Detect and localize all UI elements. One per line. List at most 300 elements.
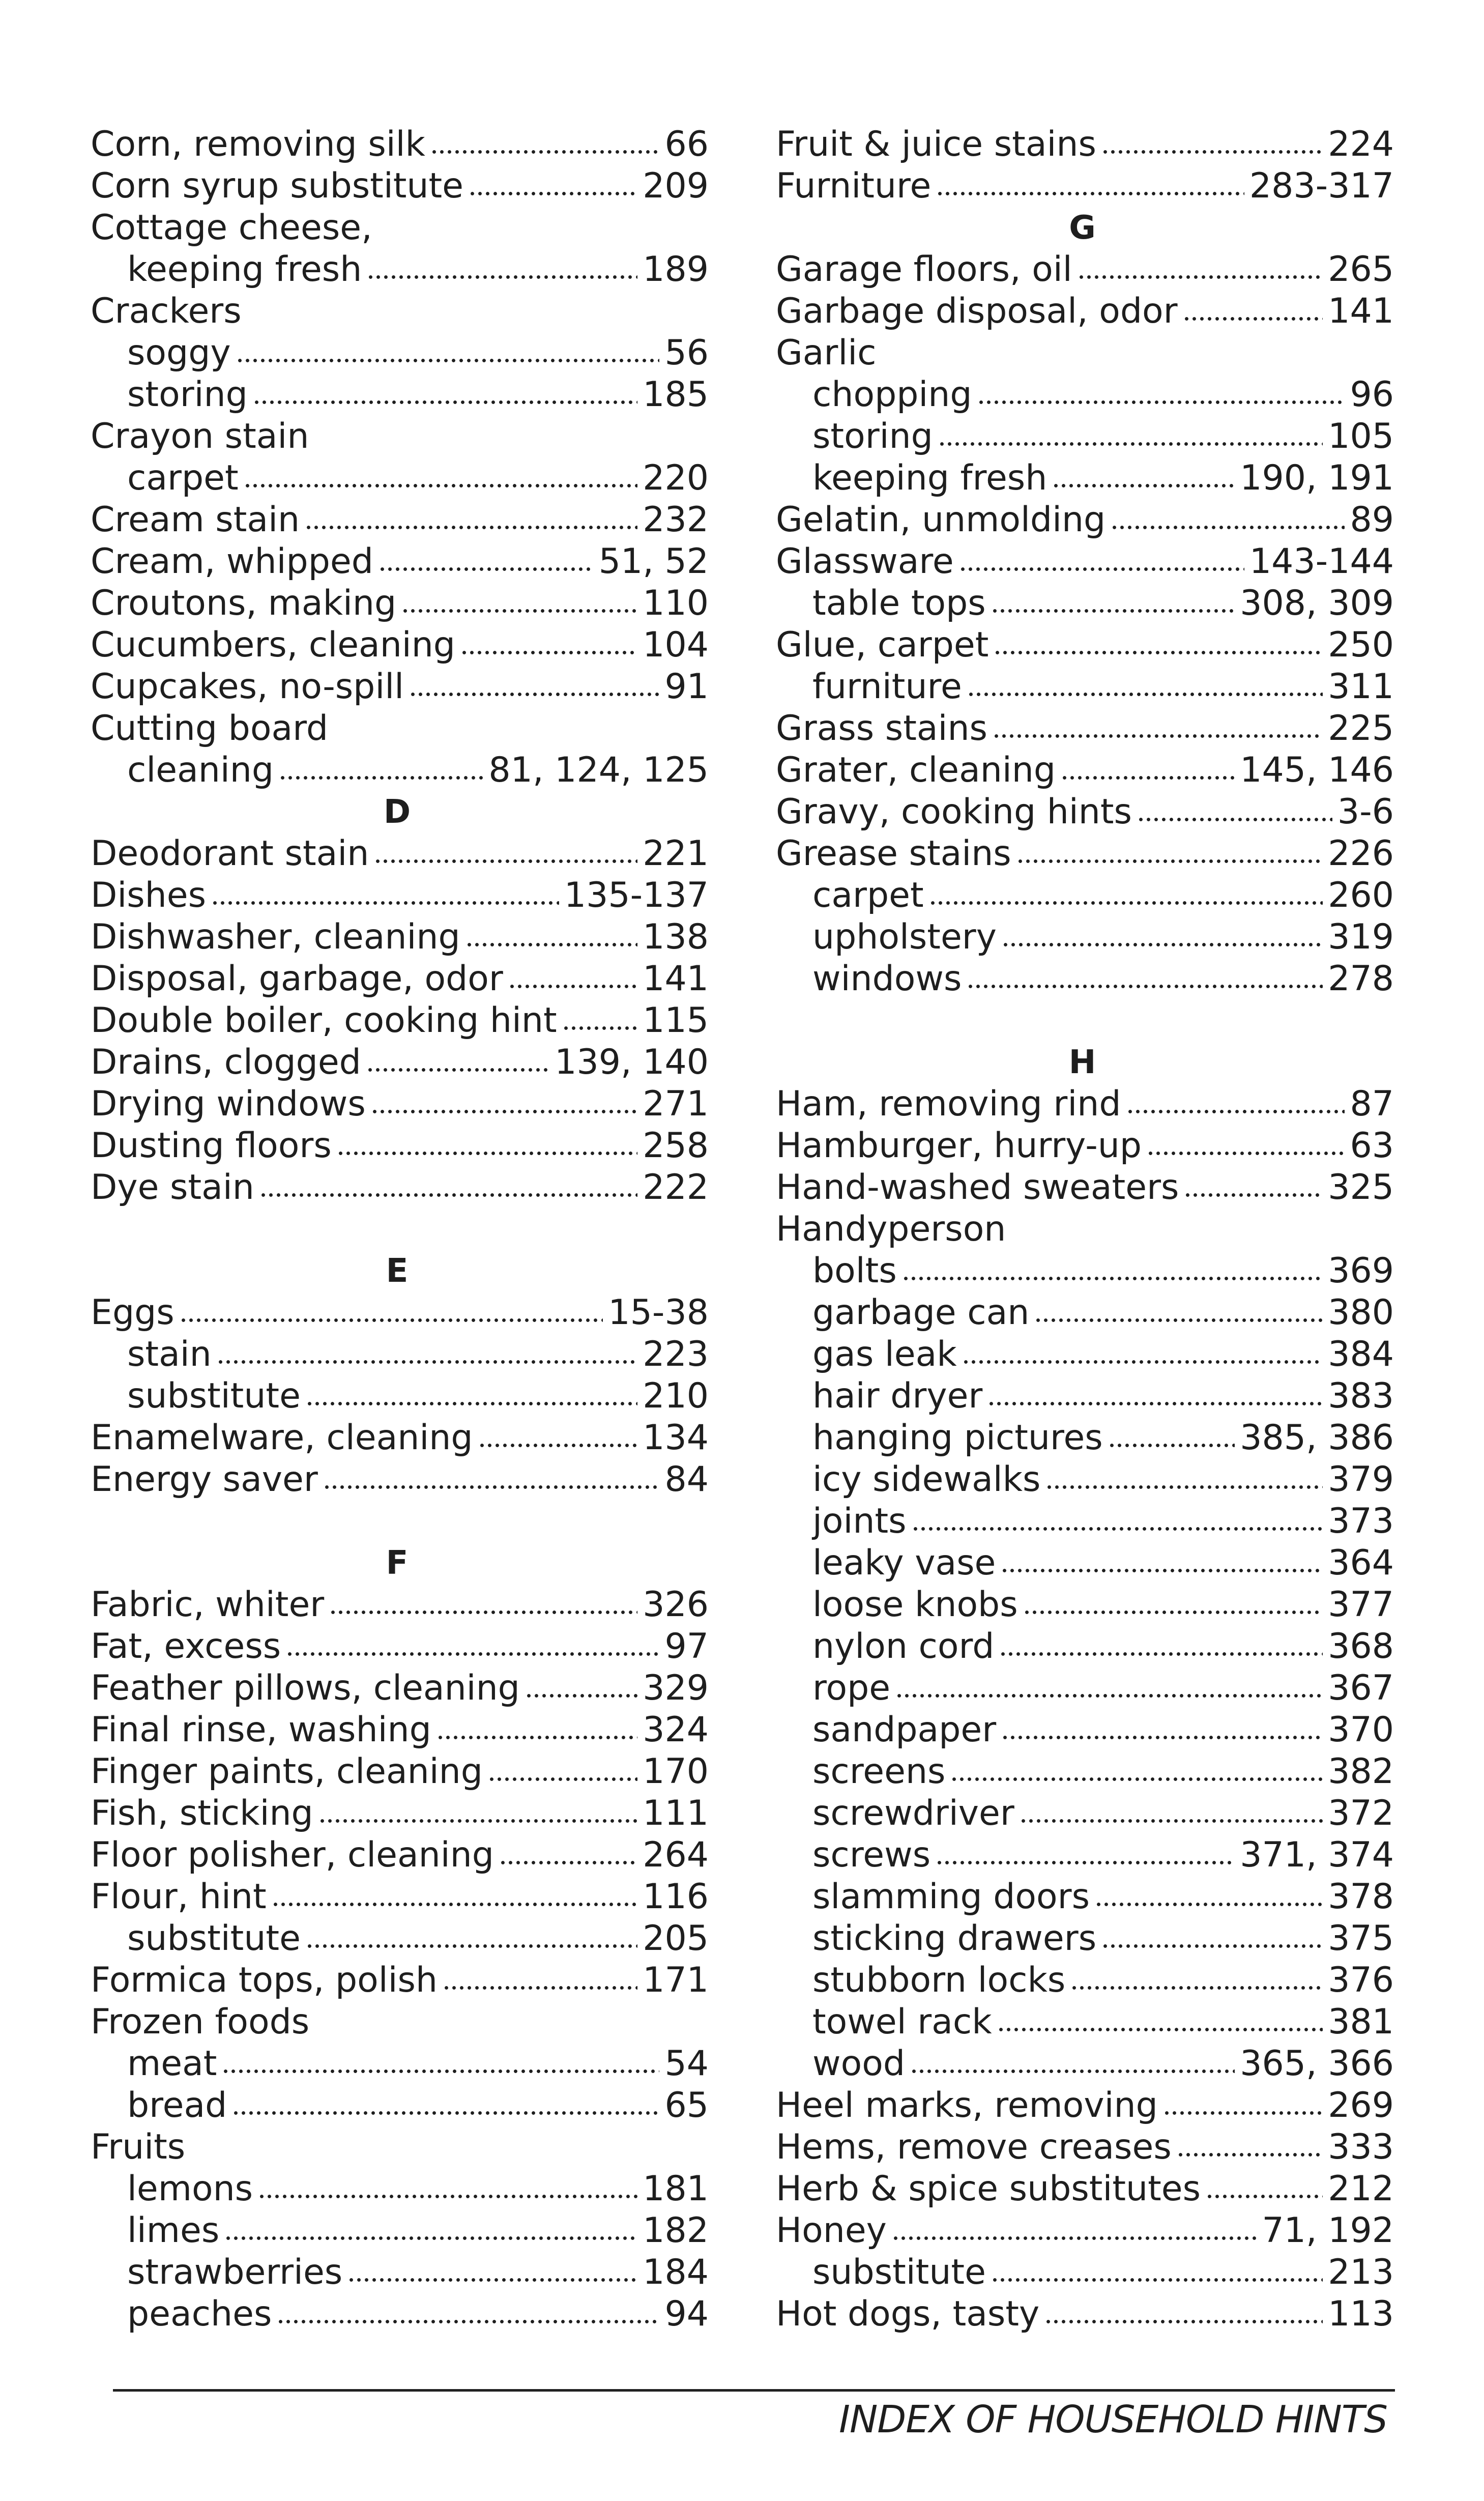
entry-term: sticking drawers [812,1918,1097,1959]
dot-leader [997,2003,1323,2033]
index-subentry [776,875,1394,916]
entry-page-number: 367 [1328,1668,1394,1708]
dot-leader [1044,2295,1323,2325]
dot-leader [1052,459,1235,490]
index-subentry [776,1292,1394,1334]
index-entry [776,541,1394,583]
entry-page-number: 324 [643,1710,709,1750]
entry-page-number: 371, 374 [1240,1835,1394,1875]
dot-leader [1078,250,1323,281]
dot-leader [1147,1127,1345,1157]
entry-term: furniture [812,667,962,707]
entry-page-number: 65 [664,2085,709,2125]
index-subentry [776,1668,1394,1709]
entry-term: Corn, removing silk [91,124,425,164]
dot-leader [1002,918,1323,948]
index-column-left [91,124,709,2335]
entry-term: Heel marks, removing [776,2085,1158,2125]
entry-term: Hamburger, hurry-up [776,1126,1142,1166]
entry-page-number: 116 [643,1877,709,1917]
dot-leader [329,1586,637,1616]
dot-leader [1177,2128,1323,2159]
section-spacer [91,1209,709,1250]
index-entry [91,1626,709,1668]
dot-leader [938,417,1323,448]
dot-leader [1034,1293,1323,1324]
dot-leader [222,2045,659,2075]
dot-leader [1001,1544,1323,1574]
dot-leader [211,876,559,907]
entry-term: storing [812,416,933,456]
entry-term: Cream, whipped [91,541,373,582]
index-entry [91,2126,709,2168]
dot-leader [499,1836,637,1866]
entry-term: substitute [127,1376,301,1416]
entry-term: Honey [776,2210,887,2251]
entry-term: Flour, hint [91,1877,267,1917]
index-subentry [91,1334,709,1375]
entry-page-number: 379 [1328,1459,1394,1500]
index-subentry [91,2210,709,2252]
index-subentry [776,1250,1394,1292]
entry-term: Dishes [91,875,207,915]
index-entry [776,1167,1394,1209]
index-subentry [776,1834,1394,1876]
entry-page-number: 372 [1328,1793,1394,1833]
entry-term: Drying windows [91,1084,366,1124]
entry-page-number: 210 [643,1376,709,1416]
entry-page-number: 3-6 [1337,792,1394,832]
entry-term: Fabric, whiter [91,1585,325,1625]
entry-term: windows [812,959,962,999]
dot-leader [367,250,637,281]
dot-leader [258,2170,637,2200]
entry-term: stubborn locks [812,1960,1066,2000]
dot-leader [959,542,1244,573]
dot-leader [1137,793,1332,823]
entry-term: nylon cord [812,1626,995,1666]
index-entry [776,124,1394,165]
dot-leader [443,1961,637,1992]
dot-leader [525,1669,637,1700]
dot-leader [224,2211,637,2242]
index-subentry [776,1751,1394,1793]
entry-term: storing [127,375,248,415]
index-entry [91,1876,709,1918]
section-spacer [776,1000,1394,1042]
index-entry [91,1834,709,1876]
dot-leader [1101,1919,1323,1950]
dot-leader [991,2253,1323,2284]
dot-leader [991,584,1235,615]
dot-leader [1206,2170,1323,2200]
entry-page-number: 135-137 [564,875,709,915]
entry-page-number: 333 [1328,2127,1394,2167]
index-entry [776,2210,1394,2252]
entry-page-number: 226 [1328,833,1394,874]
index-entry [91,583,709,624]
entry-term: cleaning [127,750,274,790]
dot-leader [401,584,637,615]
entry-term: Glassware [776,541,954,582]
entry-page-number: 212 [1328,2169,1394,2209]
entry-term: soggy [127,333,231,373]
entry-term: Cutting board [91,708,329,749]
index-entry [776,750,1394,791]
index-entry [91,207,709,249]
index-entry [776,2085,1394,2126]
dot-leader [1163,2086,1323,2117]
index-entry [776,624,1394,666]
entry-page-number: 96 [1350,375,1394,415]
entry-page-number: 269 [1328,2085,1394,2125]
index-entry [91,1793,709,1834]
section-letter-heading: H [1068,1044,1096,1081]
entry-page-number: 71, 192 [1262,2210,1394,2251]
footer-rule [113,2389,1395,2392]
entry-page-number: 375 [1328,1918,1394,1959]
entry-term: Grease stains [776,833,1011,874]
index-entry [91,666,709,708]
entry-term: hanging pictures [812,1418,1103,1458]
entry-term: limes [127,2210,220,2251]
dot-leader [1016,835,1323,865]
index-subentry [91,750,709,791]
index-entry [776,791,1394,833]
dot-leader [371,1085,637,1115]
entry-term: garbage can [812,1292,1030,1333]
entry-term: substitute [812,2252,986,2292]
dot-leader [910,2045,1235,2075]
dot-leader [366,1043,549,1074]
entry-term: Dye stain [91,1167,254,1208]
index-entry [91,1292,709,1334]
dot-leader [306,1919,637,1950]
index-subentry [776,416,1394,457]
entry-page-number: 63 [1350,1126,1394,1166]
index-subentry [776,2252,1394,2293]
entry-term: carpet [127,458,239,498]
dot-leader [488,1752,637,1783]
dot-leader [902,1252,1323,1282]
dot-leader [1101,125,1323,156]
dot-leader [999,1627,1323,1658]
index-entry [776,2126,1394,2168]
index-subentry [91,332,709,374]
index-entry [91,499,709,541]
entry-term: Floor polisher, cleaning [91,1835,494,1875]
entry-term: Deodorant stain [91,833,369,874]
entry-term: Hot dogs, tasty [776,2294,1040,2334]
dot-leader [895,1669,1323,1700]
entry-page-number: 66 [664,124,709,164]
entry-page-number: 370 [1328,1710,1394,1750]
dot-leader [259,1168,637,1199]
entry-term: rope [812,1668,891,1708]
entry-term: Fat, excess [91,1626,281,1666]
entry-term: Eggs [91,1292,174,1333]
entry-page-number: 380 [1328,1292,1394,1333]
entry-page-number: 134 [643,1418,709,1458]
dot-leader [277,2295,659,2325]
entry-term: upholstery [812,917,997,957]
dot-leader [323,1460,660,1491]
entry-term: meat [127,2044,217,2084]
index-entry [776,833,1394,875]
entry-term: Finger paints, cleaning [91,1751,483,1792]
section-letter-heading: F [386,1544,409,1582]
entry-page-number: 111 [643,1793,709,1833]
index-entry [91,1042,709,1083]
dot-leader [950,1752,1323,1783]
entry-page-number: 56 [664,333,709,373]
dot-leader [180,1293,603,1324]
index-entry [776,332,1394,374]
entry-page-number: 105 [1328,416,1394,456]
dot-leader [987,1377,1323,1407]
index-entry [91,2001,709,2043]
dot-leader [379,542,594,573]
index-entry [91,833,709,875]
entry-page-number: 224 [1328,124,1394,164]
entry-page-number: 271 [643,1084,709,1124]
index-entry [91,1083,709,1125]
index-subentry [776,374,1394,416]
entry-term: Herb & spice substitutes [776,2169,1201,2209]
index-subentry [91,374,709,416]
entry-term: Formica tops, polish [91,1960,438,2000]
entry-page-number: 365, 366 [1240,2044,1394,2084]
dot-leader [1183,292,1323,323]
dot-leader [977,376,1345,406]
index-entry [776,249,1394,291]
entry-page-number: 97 [664,1626,709,1666]
dot-leader [1111,501,1345,531]
dot-leader [374,835,637,865]
entry-page-number: 87 [1350,1084,1394,1124]
entry-page-number: 225 [1328,708,1394,749]
dot-leader [1061,751,1235,782]
index-entry [776,1125,1394,1167]
entry-page-number: 141 [1328,291,1394,331]
entry-page-number: 319 [1328,917,1394,957]
entry-page-number: 209 [643,166,709,206]
entry-term: bolts [812,1251,897,1291]
entry-page-number: 369 [1328,1251,1394,1291]
entry-page-number: 376 [1328,1960,1394,2000]
index-entry [91,1459,709,1501]
entry-term: Enamelware, cleaning [91,1418,473,1458]
dot-leader [1023,1586,1323,1616]
index-subentry [776,1626,1394,1668]
dot-leader [272,1878,638,1908]
index-entry [91,875,709,916]
entry-page-number: 283-317 [1249,166,1394,206]
entry-page-number: 220 [643,458,709,498]
index-subentry [776,457,1394,499]
entry-term: Feather pillows, cleaning [91,1668,520,1708]
index-subentry [776,1584,1394,1626]
dot-leader [892,2211,1257,2242]
dot-leader [409,668,659,698]
index-entry [91,1167,709,1209]
entry-page-number: 170 [643,1751,709,1792]
entry-page-number: 381 [1328,2002,1394,2042]
entry-term: Fish, sticking [91,1793,313,1833]
entry-term: Ham, removing rind [776,1084,1121,1124]
entry-term: table tops [812,583,986,623]
entry-term: Grass stains [776,708,987,749]
index-subentry [776,1960,1394,2001]
entry-page-number: 308, 309 [1240,583,1394,623]
entry-term: Croutons, making [91,583,397,623]
entry-page-number: 141 [643,959,709,999]
entry-page-number: 189 [643,249,709,290]
entry-page-number: 329 [643,1668,709,1708]
index-subentry [91,1918,709,1960]
entry-page-number: 258 [643,1126,709,1166]
entry-page-number: 265 [1328,249,1394,290]
dot-leader [936,1836,1235,1866]
index-entry [91,165,709,207]
entry-page-number: 51, 52 [598,541,709,582]
dot-leader [465,918,638,948]
index-entry [776,291,1394,332]
dot-leader [936,167,1244,197]
dot-leader [244,459,638,490]
entry-term: bread [127,2085,227,2125]
index-subentry [776,1417,1394,1459]
index-subentry [776,1709,1394,1751]
index-subentry [91,2043,709,2085]
entry-term: peaches [127,2294,272,2334]
entry-page-number: 171 [643,1960,709,2000]
dot-leader [1126,1085,1345,1115]
index-column-right [776,124,1394,2335]
entry-page-number: 184 [643,2252,709,2292]
dot-leader [217,1335,637,1366]
dot-leader [305,501,637,531]
entry-term: screens [812,1751,946,1792]
entry-page-number: 382 [1328,1751,1394,1792]
entry-page-number: 278 [1328,959,1394,999]
dot-leader [478,1419,638,1449]
entry-page-number: 223 [643,1334,709,1374]
entry-page-number: 213 [1328,2252,1394,2292]
index-subentry [776,1542,1394,1584]
entry-term: Grater, cleaning [776,750,1056,790]
dot-leader [232,2086,659,2117]
entry-page-number: 104 [643,625,709,665]
dot-leader [929,876,1323,907]
dot-leader [508,960,637,990]
index-entry [91,1668,709,1709]
section-spacer [91,1501,709,1542]
entry-page-number: 91 [664,667,709,707]
entry-term: Crackers [91,291,242,331]
dot-leader [236,334,660,364]
dot-leader [318,1794,637,1825]
index-subentry [776,916,1394,958]
index-subentry [776,1793,1394,1834]
entry-page-number: 139, 140 [555,1042,709,1082]
dot-leader [430,125,660,156]
entry-page-number: 110 [643,583,709,623]
entry-term: Garage floors, oil [776,249,1072,290]
entry-term: Drains, clogged [91,1042,361,1082]
entry-term: Cucumbers, cleaning [91,625,455,665]
entry-term: Disposal, garbage, odor [91,959,503,999]
entry-term: Fruits [91,2127,186,2167]
dot-leader [306,1377,637,1407]
dot-leader [912,1502,1323,1533]
entry-term: chopping [812,375,972,415]
index-entry [776,2293,1394,2335]
index-entry [776,1083,1394,1125]
index-subentry [91,2085,709,2126]
entry-page-number: 54 [664,2044,709,2084]
entry-term: Corn syrup substitute [91,166,463,206]
entry-page-number: 15-38 [608,1292,709,1333]
entry-page-number: 264 [643,1835,709,1875]
entry-term: Frozen foods [91,2002,310,2042]
entry-term: Gravy, cooking hints [776,792,1132,832]
entry-term: joints [812,1501,907,1541]
entry-term: Gelatin, unmolding [776,500,1106,540]
index-subentry [91,2293,709,2335]
dot-leader [1001,1711,1323,1741]
entry-term: towel rack [812,2002,992,2042]
entry-term: Fruit & juice stains [776,124,1096,164]
index-entry [91,958,709,1000]
index-entry [91,1417,709,1459]
dot-leader [460,626,637,656]
index-entry [91,624,709,666]
entry-page-number: 364 [1328,1543,1394,1583]
index-subentry [91,2252,709,2293]
entry-term: Final rinse, washing [91,1710,431,1750]
entry-term: gas leak [812,1334,957,1374]
dot-leader [469,167,637,197]
entry-page-number: 89 [1350,500,1394,540]
entry-page-number: 250 [1328,625,1394,665]
entry-term: Hems, remove creases [776,2127,1172,2167]
dot-leader [1070,1961,1323,1992]
entry-term: Double boiler, cooking hint [91,1000,557,1041]
entry-term: Dishwasher, cleaning [91,917,460,957]
index-entry [91,416,709,457]
entry-term: Cream stain [91,500,300,540]
index-subentry [91,249,709,291]
entry-page-number: 181 [643,2169,709,2209]
entry-page-number: 115 [643,1000,709,1041]
entry-term: Glue, carpet [776,625,989,665]
entry-term: stain [127,1334,212,1374]
entry-page-number: 373 [1328,1501,1394,1541]
index-subentry [91,2168,709,2210]
index-entry [91,916,709,958]
entry-term: sandpaper [812,1710,997,1750]
entry-term: loose knobs [812,1585,1018,1625]
entry-term: wood [812,2044,905,2084]
entry-term: Cupcakes, no-spill [91,667,404,707]
index-entry [91,1709,709,1751]
entry-page-number: 143-144 [1249,541,1394,582]
dot-leader [286,1627,659,1658]
entry-page-number: 113 [1328,2294,1394,2334]
section-letter-heading: E [386,1252,409,1290]
section-letter-heading: G [1069,209,1096,247]
